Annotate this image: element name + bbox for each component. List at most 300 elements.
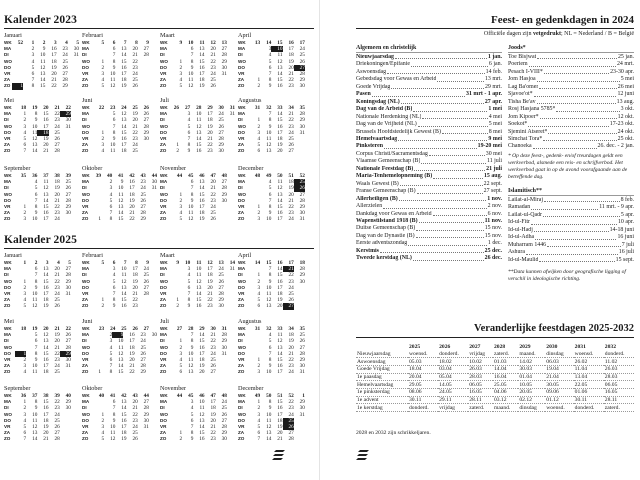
day-cell: 4 (179, 210, 183, 217)
day-cell: 28 (299, 266, 305, 273)
day-cell: 28 (221, 332, 227, 339)
weekday-label: DI (4, 338, 9, 344)
leader-dots (534, 227, 609, 232)
day-cell: 27 (62, 71, 68, 78)
day-cell: 16 (121, 303, 127, 310)
week-number: 8 (135, 40, 138, 46)
day-cell: 20 (277, 430, 283, 437)
week-number: 27 (176, 326, 183, 332)
weekday-label: MA (238, 46, 246, 52)
day-cell: 1 (179, 430, 183, 437)
day-cell: 24 (299, 46, 305, 53)
table-cell: vrijdag (438, 404, 468, 412)
table-cell: 30.11 (574, 396, 604, 404)
month-name: Januari (4, 252, 22, 259)
day-cell: 29 (65, 399, 71, 406)
day-cell: 1 (257, 399, 261, 406)
day-cell: 17 (207, 266, 213, 273)
weekday-label: ZA (4, 77, 11, 83)
leader-dots (543, 212, 620, 217)
weekday-label: WO (160, 58, 168, 64)
day-cell: 26 (140, 350, 146, 357)
weekday-label: WO (160, 123, 168, 129)
day-cell: 29 (143, 129, 149, 136)
holiday-date: 11 mrt. - 9 apr. (599, 204, 634, 211)
weekday-label: MA (82, 266, 90, 272)
day-cell: 2 (101, 303, 105, 310)
weekday-label: MA (82, 46, 90, 52)
holiday-item (508, 249, 634, 256)
day-cell: 18 (288, 332, 294, 339)
day-cell: 7 (109, 363, 113, 370)
weekday-label: VR (82, 204, 89, 210)
day-cell: 13 (199, 179, 205, 186)
weekday-label: WO (82, 411, 90, 417)
weekday-label: ZA (4, 297, 11, 303)
weekday-label: DO (160, 284, 167, 290)
holiday-name: Id-ul-Hadj (508, 226, 533, 233)
day-cell: 23 (207, 148, 213, 155)
day-cell: 13 (121, 399, 127, 406)
day-cell: 15 (43, 350, 49, 357)
weekday-label: WK (4, 173, 12, 178)
weekday-label: VR (160, 424, 167, 430)
day-cell: 9 (190, 64, 194, 71)
day-cell: 20 (132, 46, 138, 53)
day-cell: 30 (221, 197, 227, 204)
day-cell: 20 (277, 303, 283, 310)
week-number: 10 (184, 260, 191, 266)
day-cell: 11 (266, 136, 272, 143)
table-cell: 29.05 (408, 381, 438, 389)
leader-dots (400, 181, 483, 186)
weekday-label: DI (4, 52, 9, 58)
day-cell: 10 (118, 185, 124, 192)
day-cell: 24 (143, 266, 149, 273)
day-cell: 20 (207, 284, 213, 291)
holiday-name: Waals Gewest (B) (356, 180, 399, 187)
day-cell: 12 (32, 303, 38, 310)
day-cell: 28 (299, 111, 305, 118)
year-header: 2031 (574, 343, 586, 350)
weekday-label: ZO (82, 148, 89, 154)
weekday-label: DO (82, 129, 89, 135)
table-cell: 01.03 (493, 358, 518, 366)
day-cell: 28 (218, 136, 224, 143)
weekday-label: DI (82, 52, 87, 58)
day-cell: 12 (110, 436, 116, 443)
day-cell: 24 (132, 71, 138, 78)
month-block (160, 32, 238, 90)
table-cell: 13.04 (574, 373, 604, 381)
week-number: 13 (221, 40, 227, 46)
holiday-name: Corpus Christi/Sacramentsdag (356, 150, 428, 157)
holiday-date: 26. dec. - 2 jan. (597, 143, 634, 150)
table-cell: 05.04 (438, 373, 468, 381)
day-cell: 6 (268, 344, 272, 351)
day-cell: 22 (54, 111, 60, 118)
table-cell: 03.12 (493, 396, 518, 404)
holiday-date: 26 dec. (484, 255, 502, 262)
day-cell (60, 148, 71, 154)
day-cell: 30 (65, 357, 71, 364)
day-cell: 16 (121, 136, 127, 143)
day-row (82, 83, 157, 89)
day-cell: 10 (40, 52, 46, 59)
weekday-label: WK (82, 393, 90, 398)
day-cell: 30 (151, 332, 157, 339)
day-cell: 23 (54, 117, 60, 124)
week-number: 30 (210, 326, 216, 332)
holiday-name: Lag Ba'omer (508, 83, 539, 90)
day-cell: 21 (210, 424, 216, 431)
table-cell: 20.05 (518, 388, 545, 396)
holiday-date: 27 sept. (483, 188, 502, 195)
day-cell: 23 (54, 284, 60, 291)
holiday-name: Lailat-ul-Qadr (508, 211, 543, 218)
month-name: Februari (82, 252, 103, 259)
day-cell: 16 (43, 117, 49, 124)
holiday-date: 15 sept. (615, 256, 634, 263)
weekday-label: VR (82, 71, 89, 77)
day-cell: 24 (62, 52, 68, 59)
day-cell: 3 (187, 111, 191, 118)
day-cell: 26 (221, 411, 227, 418)
month-block (4, 165, 82, 223)
day-row (238, 303, 313, 309)
month-name: Februari (82, 32, 103, 39)
day-cell: 20 (132, 284, 138, 291)
weekday-label: VR (82, 357, 89, 363)
week-number: 40 (98, 393, 105, 399)
week-number: 44 (176, 173, 183, 179)
day-cell: 4 (179, 77, 183, 84)
day-cell: 10 (266, 284, 272, 291)
holiday-item (508, 219, 634, 226)
day-cell: 16 (121, 64, 127, 71)
table-row (356, 365, 634, 373)
day-cell: 16 (43, 357, 49, 364)
day-cell: 30 (218, 303, 224, 310)
day-cell: 3 (179, 350, 183, 357)
month-name: December (238, 165, 264, 172)
week-number: 37 (32, 393, 38, 399)
day-cell: 22 (54, 278, 60, 285)
day-cell: 27 (65, 338, 71, 345)
day-cell: 11 (188, 357, 194, 364)
day-cell: 6 (268, 64, 272, 71)
day-cell: 17 (210, 399, 216, 406)
day-cell: 4 (268, 332, 272, 339)
day-cell: 17 (199, 71, 205, 78)
day-cell: 15 (199, 191, 205, 198)
week-number: 39 (95, 173, 102, 179)
day-cell: 30 (65, 210, 71, 217)
day-cell: 26 (210, 216, 216, 223)
day-cell: 26 (140, 197, 146, 204)
day-cell: 25 (140, 344, 146, 351)
day-cells (249, 436, 313, 442)
holiday-item (508, 99, 634, 106)
leader-dots (537, 76, 620, 81)
day-cell: 17 (132, 266, 138, 273)
holiday-item (356, 188, 502, 195)
row-label: 1e kerstdag (356, 404, 408, 412)
day-cell: 1 (179, 338, 183, 345)
weekday-label: WO (160, 191, 168, 197)
day-cell: 12 (188, 83, 194, 90)
table-cell: dinsdag (545, 350, 573, 358)
day-cell: 30 (65, 405, 71, 412)
weekday-label: ZO (4, 83, 11, 89)
weekday-label: VR (238, 71, 245, 77)
day-cell: 2 (179, 344, 183, 351)
day-cell: 19 (132, 278, 138, 285)
weekday-label: WO (160, 278, 168, 284)
day-cells (15, 148, 79, 154)
day-cell: 11 (266, 291, 272, 298)
weekday-label: WK (4, 40, 12, 45)
day-cell: 5 (112, 111, 116, 118)
week-number: 20 (43, 105, 49, 111)
weekday-label: DO (160, 129, 167, 135)
day-cell: 9 (112, 136, 116, 143)
day-cell: 12 (277, 338, 283, 345)
table-cell: 26.02 (574, 358, 604, 366)
day-cell: 9 (34, 117, 38, 124)
weekday-label: MA (4, 266, 12, 272)
day-cell: 30 (143, 417, 149, 424)
day-cell: 27 (294, 65, 305, 71)
month-name: September (4, 165, 31, 172)
table-row (356, 388, 634, 396)
day-cells (15, 303, 79, 309)
year-header: 2029 (519, 343, 531, 350)
weekday-label: WO (4, 344, 12, 350)
jewish-holidays-heading: Joods* (508, 45, 634, 53)
day-cell: 21 (207, 291, 213, 298)
weekday-label: ZO (160, 148, 167, 154)
holiday-item (356, 151, 502, 158)
holiday-date: 15 nov. (484, 232, 502, 239)
weekday-label: DI (82, 405, 87, 411)
day-cell: 29 (143, 411, 149, 418)
weekday-label: DI (238, 117, 243, 123)
holiday-date: 12 okt. (617, 113, 634, 120)
day-cell: 2 (179, 197, 183, 204)
day-cell: 28 (299, 350, 305, 357)
day-cell: 4 (101, 148, 105, 155)
holiday-name: Franse Gemeenschap (B) (356, 188, 416, 195)
day-cell: 2 (23, 210, 27, 217)
day-cell: 10 (271, 46, 282, 52)
day-cell: 12 (196, 123, 202, 130)
day-cell: 3 (23, 216, 27, 223)
day-cell: 25 (54, 297, 60, 304)
day-cell: 30 (221, 436, 227, 443)
day-row (4, 303, 79, 309)
table-cell: 20.04 (408, 373, 438, 381)
day-cell: 10 (199, 399, 205, 406)
day-cell: 7 (268, 111, 272, 118)
day-cell: 15 (118, 369, 124, 376)
day-cell: 12 (188, 363, 194, 370)
leader-dots (528, 121, 608, 126)
day-cell: 4 (179, 357, 183, 364)
day-cell: 16 (196, 303, 202, 310)
month-name: Maart (160, 32, 175, 39)
day-cell: 11 (188, 77, 194, 84)
week-number: 5 (101, 40, 105, 46)
day-cell: 20 (43, 430, 49, 437)
day-cell: 24 (218, 266, 224, 273)
day-cell: 22 (54, 204, 60, 211)
day-cell: 3 (101, 424, 105, 431)
month-name: Mei (4, 97, 14, 104)
day-cell: 20 (210, 417, 216, 424)
holiday-name: Dag van de Dynastie (B) (356, 232, 415, 239)
day-cell: 12 (188, 216, 194, 223)
day-cell: 29 (221, 338, 227, 345)
day-cell: 22 (132, 58, 138, 65)
weekday-label: DO (238, 129, 245, 135)
day-cell: 31 (73, 52, 79, 59)
day-row (160, 303, 235, 309)
day-cell: 24 (210, 204, 216, 211)
week-number: 29 (207, 105, 213, 111)
weekday-label: ZA (160, 210, 167, 216)
islamic-holidays-heading: Islamitisch** (508, 188, 634, 196)
day-cell: 10 (266, 129, 272, 136)
day-cell: 25 (132, 430, 138, 437)
day-cell: 18 (43, 297, 49, 304)
week-number: 18 (20, 326, 27, 332)
day-cell: 15 (277, 272, 283, 279)
week-number: 46 (199, 173, 205, 179)
month-block (4, 32, 82, 90)
day-cell: 12 (43, 185, 49, 192)
day-cell: 3 (190, 399, 194, 406)
day-cell: 18 (277, 291, 283, 298)
day-cell: 18 (207, 117, 213, 124)
weekday-label: ZO (82, 83, 89, 89)
day-cell: 3 (257, 216, 261, 223)
month-block (160, 165, 238, 223)
month-block (4, 385, 82, 443)
week-number: 8 (135, 260, 138, 266)
day-cell (138, 436, 149, 442)
week-number: 33 (277, 326, 283, 332)
day-cells (249, 303, 313, 309)
day-cell: 7 (190, 424, 194, 431)
leader-dots (539, 84, 616, 89)
day-cell: 25 (210, 357, 216, 364)
day-cell: 11 (121, 272, 127, 279)
day-cell (294, 436, 305, 442)
weekday-label: ZO (160, 369, 167, 375)
table-cell: 24.05 (438, 388, 468, 396)
weekday-label: MA (82, 179, 90, 185)
day-cell: 17 (199, 204, 205, 211)
day-cell: 2 (257, 363, 261, 370)
day-cell: 19 (207, 278, 213, 285)
day-cell: 22 (210, 191, 216, 198)
week-number: 12 (210, 40, 216, 46)
holiday-item (508, 212, 634, 219)
day-cell: 10 (110, 424, 116, 431)
day-cell: 13 (196, 129, 202, 136)
weekday-label: WO (82, 123, 90, 129)
holiday-date: 14-18 juni (609, 226, 634, 233)
day-cell: 28 (221, 185, 227, 192)
day-cell: 11 (277, 332, 283, 339)
holiday-date: 27 apr. (484, 98, 502, 105)
holiday-date: 11 nov. (484, 217, 502, 224)
week-number: 32 (266, 326, 272, 332)
day-cell: 21 (132, 405, 138, 412)
day-cell: 22 (54, 399, 60, 406)
weekday-label: ZA (4, 363, 11, 369)
day-cell: 13 (32, 142, 38, 149)
day-cell: 29 (60, 351, 71, 357)
day-cell: 2 (101, 64, 105, 71)
holiday-name: Sjavoe'ot* (508, 91, 533, 98)
day-cell: 27 (140, 204, 146, 211)
holiday-name: Goede Vrijdag (356, 83, 391, 90)
weekday-label: ZO (4, 436, 11, 442)
day-cell: 23 (140, 179, 146, 186)
holiday-name: Id-ul-Adha (508, 234, 535, 241)
day-cell: 2 (176, 148, 180, 155)
calendar-2023-title: Kalender 2023 (4, 14, 77, 26)
week-number: 52 (17, 40, 24, 46)
day-cell: 10 (196, 266, 202, 273)
day-cell: 8 (268, 77, 272, 84)
holiday-name: Lailat-al-Miraj (508, 196, 543, 203)
day-cell: 21 (210, 52, 216, 59)
day-cell: 25 (288, 136, 294, 143)
day-cell: 25 (299, 332, 305, 339)
day-cell: 5 (101, 83, 105, 90)
month-name: Maart (160, 252, 175, 259)
day-cell: 31 (65, 291, 71, 298)
weekday-label: ZA (82, 77, 89, 83)
holiday-item (508, 114, 634, 121)
day-cell: 14 (32, 436, 38, 443)
leader-dots (556, 106, 619, 111)
day-row (4, 83, 79, 89)
day-row (4, 216, 79, 222)
day-cell: 4 (101, 430, 105, 437)
weekday-label: ZA (238, 210, 245, 216)
day-cell: 26 (54, 424, 60, 431)
week-number: 26 (173, 105, 180, 111)
day-cell: 17 (43, 363, 49, 370)
holiday-date: 13 mrt. (484, 76, 502, 83)
day-cell: 19 (288, 58, 294, 65)
weekday-label: MA (238, 399, 246, 405)
day-cell: 1 (257, 117, 261, 124)
day-cell: 9 (34, 284, 38, 291)
month-block (160, 97, 238, 155)
holiday-item (356, 136, 502, 143)
day-cell: 3 (179, 204, 183, 211)
day-cell: 8 (268, 272, 272, 279)
table-row (356, 350, 634, 358)
day-cells (90, 216, 157, 222)
day-cell: 10 (266, 369, 272, 376)
week-number: 51 (277, 393, 283, 399)
